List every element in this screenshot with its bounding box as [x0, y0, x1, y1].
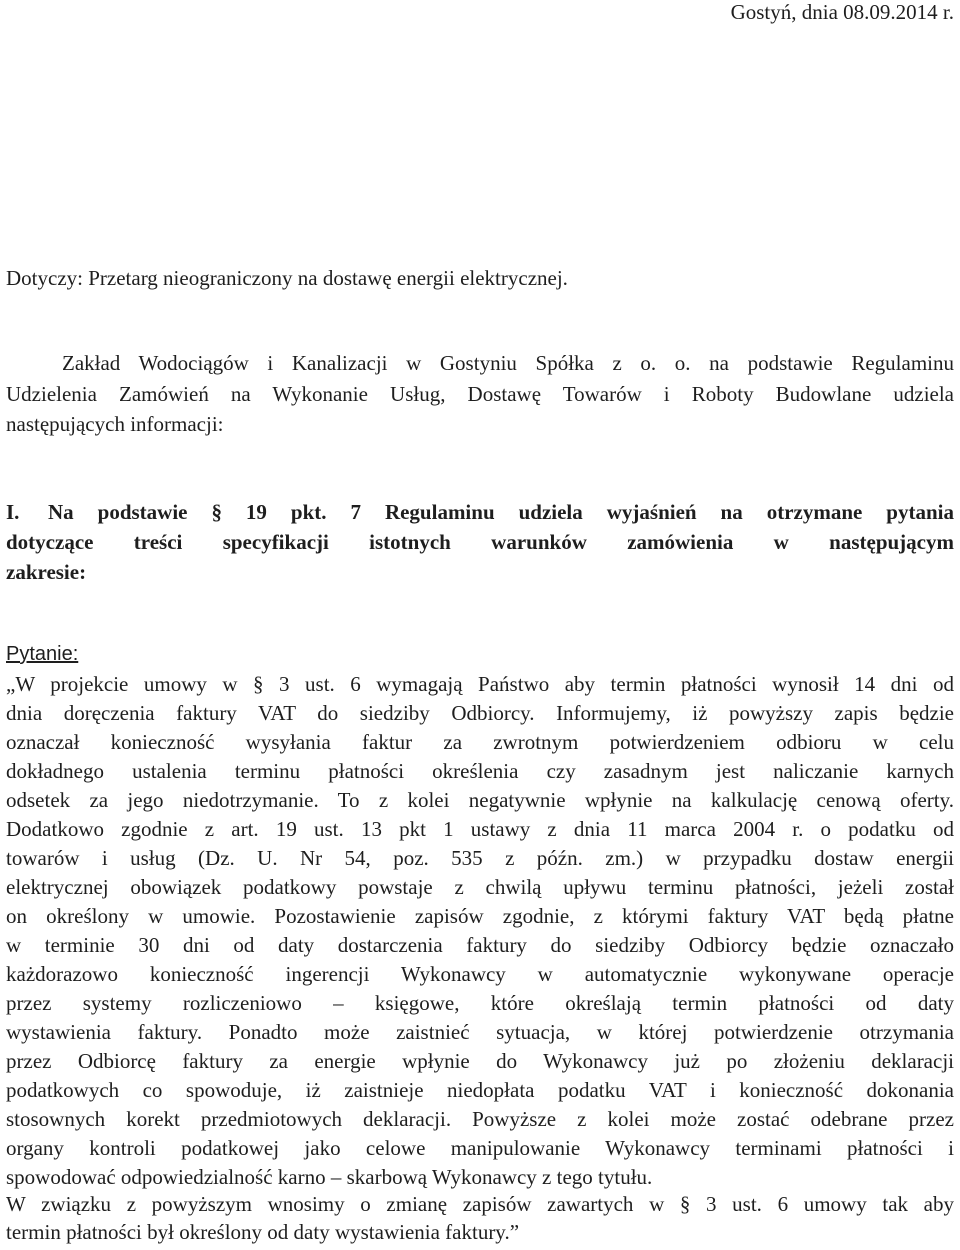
section-line: dotyczące treści specyfikacji istotnych warunków zamówienia w następującym: [6, 530, 954, 554]
question-line: oznaczał konieczność wysyłania faktur za zwrotnym potwierdzeniem odbioru w celu: [6, 730, 954, 754]
section-line: zakresie:: [6, 560, 87, 584]
section-line: Na podstawie § 19 pkt. 7 Regulaminu udziela wyjaśnień na otrzymane pytania: [48, 500, 954, 524]
question-line: w terminie 30 dni od daty dostarczenia faktury do siedziby Odbiorcy będzie oznaczało: [6, 933, 954, 957]
question-line: towarów i usług (Dz. U. Nr 54, poz. 535 z późn. zm.) w przypadku dostaw energii: [6, 846, 954, 870]
question-label: Pytanie:: [6, 643, 79, 665]
question-line: przez Odbiorcę faktury za energie wpłynie do Wykonawcy już po złożeniu deklaracji: [6, 1049, 954, 1073]
section-number: I.: [6, 500, 20, 524]
question-line: elektrycznej obowiązek podatkowy powstaje z chwilą upływu terminu płatności, jeżeli został: [6, 875, 954, 899]
question-line: organy kontroli podatkowej jako celowe manipulowanie Wykonawcy terminami płatności i: [6, 1136, 954, 1160]
question-line: „W projekcie umowy w § 3 ust. 6 wymagają Państwo aby termin płatności wynosił 14 dni od: [6, 672, 954, 696]
subject-line: Dotyczy: Przetarg nieograniczony na dostawę energii elektrycznej.: [6, 266, 568, 290]
section-i: [6, 500, 954, 600]
question-line: przez systemy rozliczeniowo – księgowe, które określają termin płatności od daty: [6, 991, 954, 1015]
place-date: Gostyń, dnia 08.09.2014 r.: [730, 0, 954, 24]
question-line: wystawienia faktury. Ponadto może zaistnieć sytuacja, w której potwierdzenie otrzymania: [6, 1020, 954, 1044]
question-line: W związku z powyższym wnosimy o zmianę zapisów zawartych w § 3 ust. 6 umowy tak aby: [6, 1192, 954, 1216]
question-line: podatkowych co spowoduje, iż zaistnieje niedopłata podatku VAT i konieczność dokonania: [6, 1078, 954, 1102]
intro-line: następujących informacji:: [6, 412, 224, 436]
question-line: termin płatności był określony od daty wystawienia faktury.”: [6, 1220, 520, 1244]
intro-line: Udzielenia Zamówień na Wykonanie Usług, Dostawę Towarów i Roboty Budowlane udziela: [6, 382, 954, 406]
question-line: Dodatkowo zgodnie z art. 19 ust. 13 pkt 1 ustawy z dnia 11 marca 2004 r. o podatku od: [6, 817, 954, 841]
question-line: każdorazowo konieczność ingerencji Wykonawcy w automatycznie wykonywane operacje: [6, 962, 954, 986]
question-line: dokładnego ustalenia terminu płatności określenia czy zasadnym jest naliczanie karnych: [6, 759, 954, 783]
question-line: spowodować odpowiedzialność karno – skarbową Wykonawcy z tego tytułu.: [6, 1165, 653, 1189]
question-line: odsetek za jego niedotrzymanie. To z kolei negatywnie wpłynie na kalkulację cenową oferty.: [6, 788, 954, 812]
intro-line: Zakład Wodociągów i Kanalizacji w Gostyniu Spółka z o. o. na podstawie Regulaminu: [62, 351, 954, 375]
question-line: on określony w umowie. Pozostawienie zapisów zgodnie, z którymi faktury VAT będą płatne: [6, 904, 954, 928]
question-line: stosownych korekt przedmiotowych deklaracji. Powyższe z kolei może zostać odebrane przez: [6, 1107, 954, 1131]
question-line: dnia doręczenia faktury VAT do siedziby Odbiorcy. Informujemy, iż powyższy zapis będzie: [6, 701, 954, 725]
